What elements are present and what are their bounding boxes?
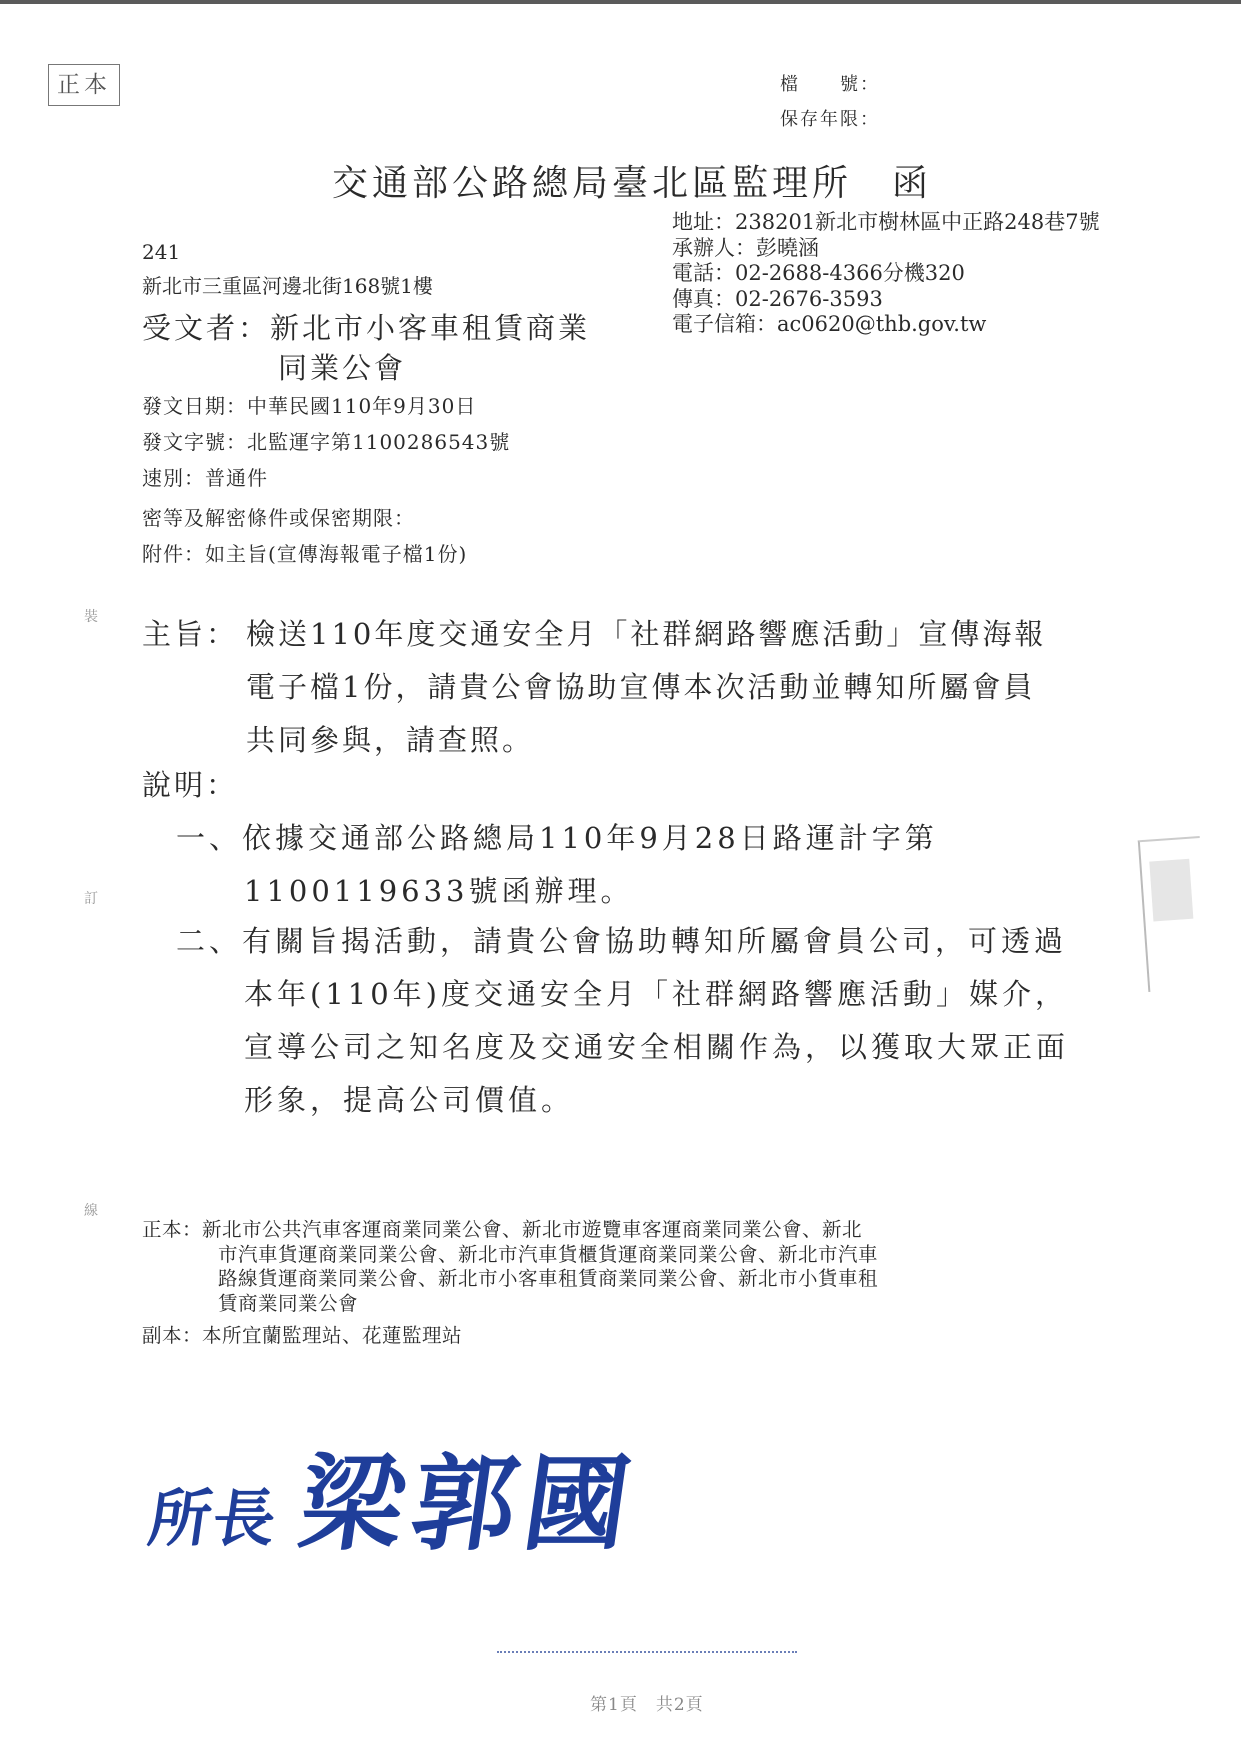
sender-handler: 承辦人：彭曉涵 bbox=[672, 235, 819, 260]
binding-mark-2: 訂 bbox=[84, 891, 98, 907]
recipient-line-1: 受文者：新北市小客車租賃商業 bbox=[142, 311, 591, 345]
sender-phone: 電話：02-2688-4366分機320 bbox=[672, 261, 965, 285]
received-stamp-partial bbox=[1138, 836, 1210, 992]
signature-name: 梁郭國 bbox=[291, 1442, 646, 1565]
explanation-label: 說明： bbox=[142, 768, 239, 802]
item-2-line-2: 本年(110年)度交通安全月「社群網路響應活動」媒介， bbox=[244, 977, 1068, 1011]
explanation-item-1 bbox=[176, 812, 938, 918]
item-1-line-1: 一、依據交通部公路總局110年9月28日路運計字第 bbox=[176, 821, 938, 855]
secrecy-level: 密等及解密條件或保密期限： bbox=[142, 506, 415, 530]
item-2-line-3: 宣導公司之知名度及交通安全相關作為，以獲取大眾正面 bbox=[244, 1030, 1070, 1064]
issue-date: 發文日期：中華民國110年9月30日 bbox=[142, 394, 477, 418]
explanation-item-2 bbox=[176, 915, 1069, 1127]
director-signature-stamp bbox=[144, 1420, 646, 1570]
scan-top-edge bbox=[0, 0, 1241, 4]
original-recipients-line-1: 正本：新北市公共汽車客運商業同業公會、新北市遊覽車客運商業同業公會、新北 bbox=[142, 1218, 863, 1241]
binding-mark-1: 裝 bbox=[84, 609, 98, 625]
original-recipients-line-3: 路線貨運商業同業公會、新北市小客車租賃商業同業公會、新北市小貨車租 bbox=[218, 1267, 879, 1290]
copy-recipients: 副本：本所宜蘭監理站、花蓮監理站 bbox=[142, 1324, 463, 1347]
subject-line-2: 電子檔1份，請貴公會協助宣傳本次活動並轉知所屬會員 bbox=[246, 670, 1036, 704]
original-recipients-line-4: 賃商業同業公會 bbox=[218, 1291, 359, 1315]
document-number: 發文字號：北監運字第1100286543號 bbox=[142, 430, 511, 454]
recipient-line-2: 同業公會 bbox=[278, 351, 407, 385]
sender-info bbox=[672, 210, 1100, 338]
filing-number-label: 檔 號： bbox=[780, 74, 880, 95]
delivery-speed: 速別：普通件 bbox=[142, 466, 268, 490]
sender-address: 地址：238201新北市樹林區中正路248巷7號 bbox=[672, 210, 1100, 234]
item-1-line-2: 1100119633號函辦理。 bbox=[244, 874, 634, 908]
recipient-address: 新北市三重區河邊北街168號1樓 bbox=[142, 274, 433, 298]
binding-mark-3: 線 bbox=[84, 1203, 98, 1219]
subject bbox=[142, 608, 1082, 767]
attachment-info: 附件：如主旨(宣傳海報電子檔1份) bbox=[142, 542, 468, 566]
recipient bbox=[142, 308, 590, 388]
scan-artifact bbox=[497, 1651, 797, 1655]
subject-label: 主旨： bbox=[142, 617, 239, 651]
item-2-line-4: 形象，提高公司價值。 bbox=[244, 1083, 575, 1117]
distribution-list bbox=[142, 1218, 878, 1349]
original-recipients-line-2: 市汽車貨運商業同業公會、新北市汽車貨櫃貨運商業同業公會、新北市汽車 bbox=[218, 1242, 879, 1266]
sender-email: 電子信箱：ac0620@thb.gov.tw bbox=[672, 312, 987, 336]
item-2-line-1: 二、有關旨揭活動，請貴公會協助轉知所屬會員公司，可透過 bbox=[176, 924, 1068, 958]
subject-line-1: 檢送110年度交通安全月「社群網路響應活動」宣傳海報 bbox=[246, 617, 1047, 651]
document-title: 交通部公路總局臺北區監理所 函 bbox=[332, 163, 933, 204]
subject-line-3: 共同參與，請查照。 bbox=[246, 723, 535, 757]
retention-period-label: 保存年限： bbox=[780, 109, 880, 130]
page-number: 第1頁 共2頁 bbox=[590, 1695, 704, 1715]
sender-fax: 傳真：02-2676-3593 bbox=[672, 286, 883, 311]
copy-stamp: 正本 bbox=[48, 64, 120, 106]
signature-title: 所長 bbox=[144, 1482, 283, 1555]
recipient-zip: 241 bbox=[142, 240, 181, 264]
